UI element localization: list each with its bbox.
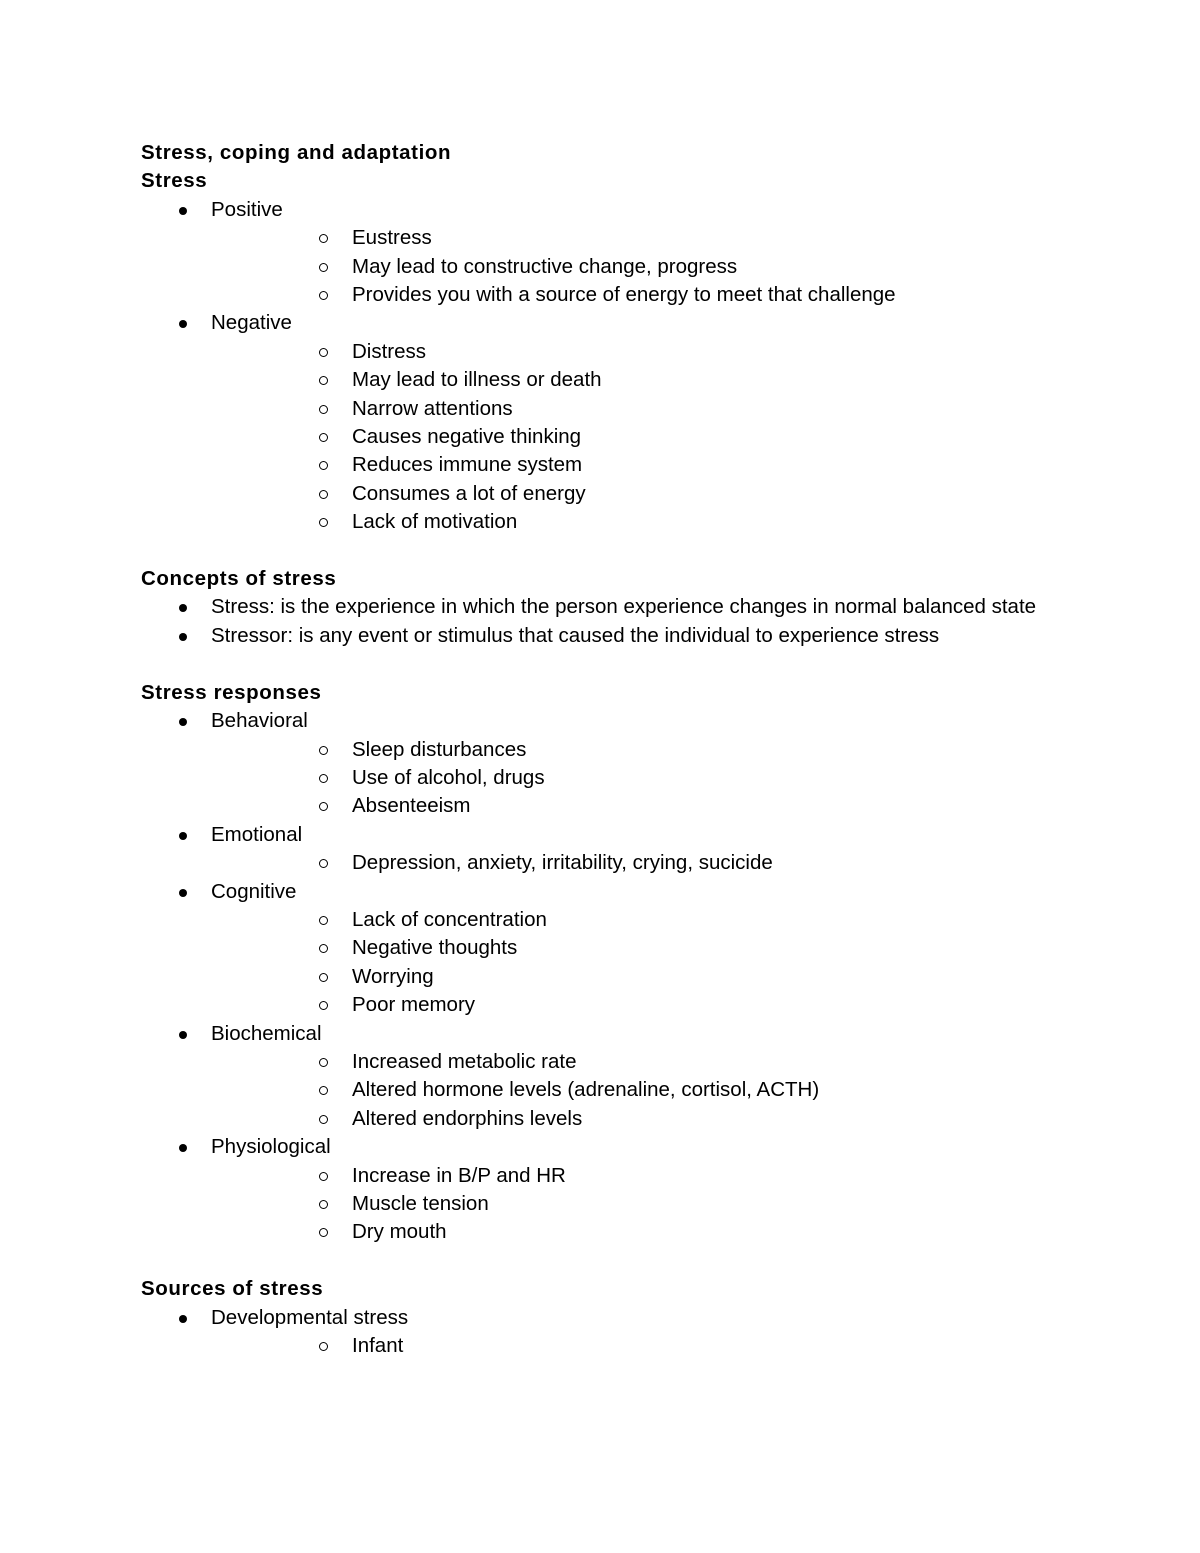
sub-list <box>211 1048 1041 1133</box>
list-item <box>141 196 1041 310</box>
hollow-bullet-icon <box>319 291 328 300</box>
hollow-bullet-icon <box>319 1172 328 1181</box>
section-heading-sources: Sources of stress <box>141 1277 324 1301</box>
hollow-bullet-icon <box>319 944 328 953</box>
list-item <box>141 1304 1041 1361</box>
hollow-bullet-icon <box>319 518 328 527</box>
hollow-bullet-icon <box>319 461 328 470</box>
list-item-label: Stressor: is any event or stimulus that caused the individual to experience stress <box>211 623 940 647</box>
hollow-bullet-icon <box>319 1058 328 1067</box>
hollow-bullet-icon <box>319 1001 328 1010</box>
hollow-bullet-icon <box>319 916 328 925</box>
hollow-bullet-icon <box>319 1115 328 1124</box>
list-item <box>141 878 1041 1020</box>
bullet-icon <box>179 718 187 726</box>
hollow-bullet-icon <box>319 348 328 357</box>
spacer <box>141 537 1041 565</box>
hollow-bullet-icon <box>319 234 328 243</box>
sub-list <box>211 849 1041 877</box>
hollow-bullet-icon <box>319 405 328 414</box>
hollow-bullet-icon <box>319 774 328 783</box>
document-title: Stress, coping and adaptation <box>141 141 452 164</box>
document-body <box>141 139 1041 1360</box>
hollow-bullet-icon <box>319 802 328 811</box>
concepts-list <box>141 593 1041 650</box>
list-item-label: Cognitive <box>211 879 297 903</box>
bullet-icon <box>179 320 187 328</box>
bullet-icon <box>179 207 187 215</box>
bullet-icon <box>179 889 187 897</box>
sub-list-item: Lack of motivation <box>211 508 1041 536</box>
sub-list <box>211 1162 1041 1247</box>
hollow-bullet-icon <box>319 973 328 982</box>
sub-list-item: Negative thoughts <box>211 934 1041 962</box>
list-item-label: Developmental stress <box>211 1305 409 1329</box>
sub-list-item: Eustress <box>211 224 1041 252</box>
sub-list <box>211 736 1041 821</box>
list-item <box>141 707 1041 821</box>
list-item-label: Emotional <box>211 822 303 846</box>
bullet-icon <box>179 1315 187 1323</box>
sub-list <box>211 1332 1041 1360</box>
hollow-bullet-icon <box>319 433 328 442</box>
hollow-bullet-icon <box>319 859 328 868</box>
list-item <box>141 821 1041 878</box>
sub-list-item: Consumes a lot of energy <box>211 480 1041 508</box>
bullet-icon <box>179 604 187 612</box>
hollow-bullet-icon <box>319 1228 328 1237</box>
sub-list-item: Increased metabolic rate <box>211 1048 1041 1076</box>
hollow-bullet-icon <box>319 746 328 755</box>
sub-list-item: Narrow attentions <box>211 395 1041 423</box>
sources-list <box>141 1304 1041 1361</box>
spacer <box>141 1247 1041 1275</box>
responses-list <box>141 707 1041 1247</box>
bullet-icon <box>179 1031 187 1039</box>
list-item-label: Physiological <box>211 1135 331 1159</box>
list-item-label: Stress: is the experience in which the person experience changes in normal balanced state <box>211 595 1037 619</box>
hollow-bullet-icon <box>319 263 328 272</box>
list-item <box>141 593 1041 621</box>
sub-list-item: Dry mouth <box>211 1218 1041 1246</box>
list-item <box>141 309 1041 536</box>
sub-list-item: Distress <box>211 338 1041 366</box>
sub-list <box>211 224 1041 309</box>
stress-list <box>141 196 1041 537</box>
hollow-bullet-icon <box>319 376 328 385</box>
bullet-icon <box>179 1144 187 1152</box>
sub-list-item: May lead to illness or death <box>211 366 1041 394</box>
sub-list-item: Altered endorphins levels <box>211 1105 1041 1133</box>
hollow-bullet-icon <box>319 490 328 499</box>
bullet-icon <box>179 633 187 641</box>
sub-list-item: Altered hormone levels (adrenaline, cortisol, ACTH) <box>211 1076 1041 1104</box>
sub-list-item: Increase in B/P and HR <box>211 1162 1041 1190</box>
hollow-bullet-icon <box>319 1086 328 1095</box>
list-item-label: Negative <box>211 311 292 335</box>
list-item-label: Biochemical <box>211 1021 322 1045</box>
sub-list-item: Muscle tension <box>211 1190 1041 1218</box>
sub-list-item: Depression, anxiety, irritability, crying, sucicide <box>211 849 1041 877</box>
sub-list-item: Reduces immune system <box>211 451 1041 479</box>
sub-list-item: Sleep disturbances <box>211 736 1041 764</box>
list-item <box>141 622 1041 650</box>
section-heading-concepts: Concepts of stress <box>141 567 337 591</box>
section-heading-stress: Stress <box>141 169 208 193</box>
sub-list-item: Infant <box>211 1332 1041 1360</box>
sub-list-item: Provides you with a source of energy to meet that challenge <box>211 281 1041 309</box>
sub-list <box>211 906 1041 1020</box>
spacer <box>141 650 1041 678</box>
sub-list-item: May lead to constructive change, progress <box>211 253 1041 281</box>
sub-list-item: Lack of concentration <box>211 906 1041 934</box>
bullet-icon <box>179 832 187 840</box>
list-item-label: Positive <box>211 197 283 221</box>
sub-list-item: Causes negative thinking <box>211 423 1041 451</box>
hollow-bullet-icon <box>319 1200 328 1209</box>
sub-list-item: Use of alcohol, drugs <box>211 764 1041 792</box>
sub-list-item: Absenteeism <box>211 792 1041 820</box>
sub-list-item: Worrying <box>211 963 1041 991</box>
hollow-bullet-icon <box>319 1342 328 1351</box>
list-item <box>141 1020 1041 1134</box>
sub-list-item: Poor memory <box>211 991 1041 1019</box>
list-item <box>141 1133 1041 1247</box>
section-heading-responses: Stress responses <box>141 680 322 704</box>
list-item-label: Behavioral <box>211 709 308 733</box>
sub-list <box>211 338 1041 537</box>
